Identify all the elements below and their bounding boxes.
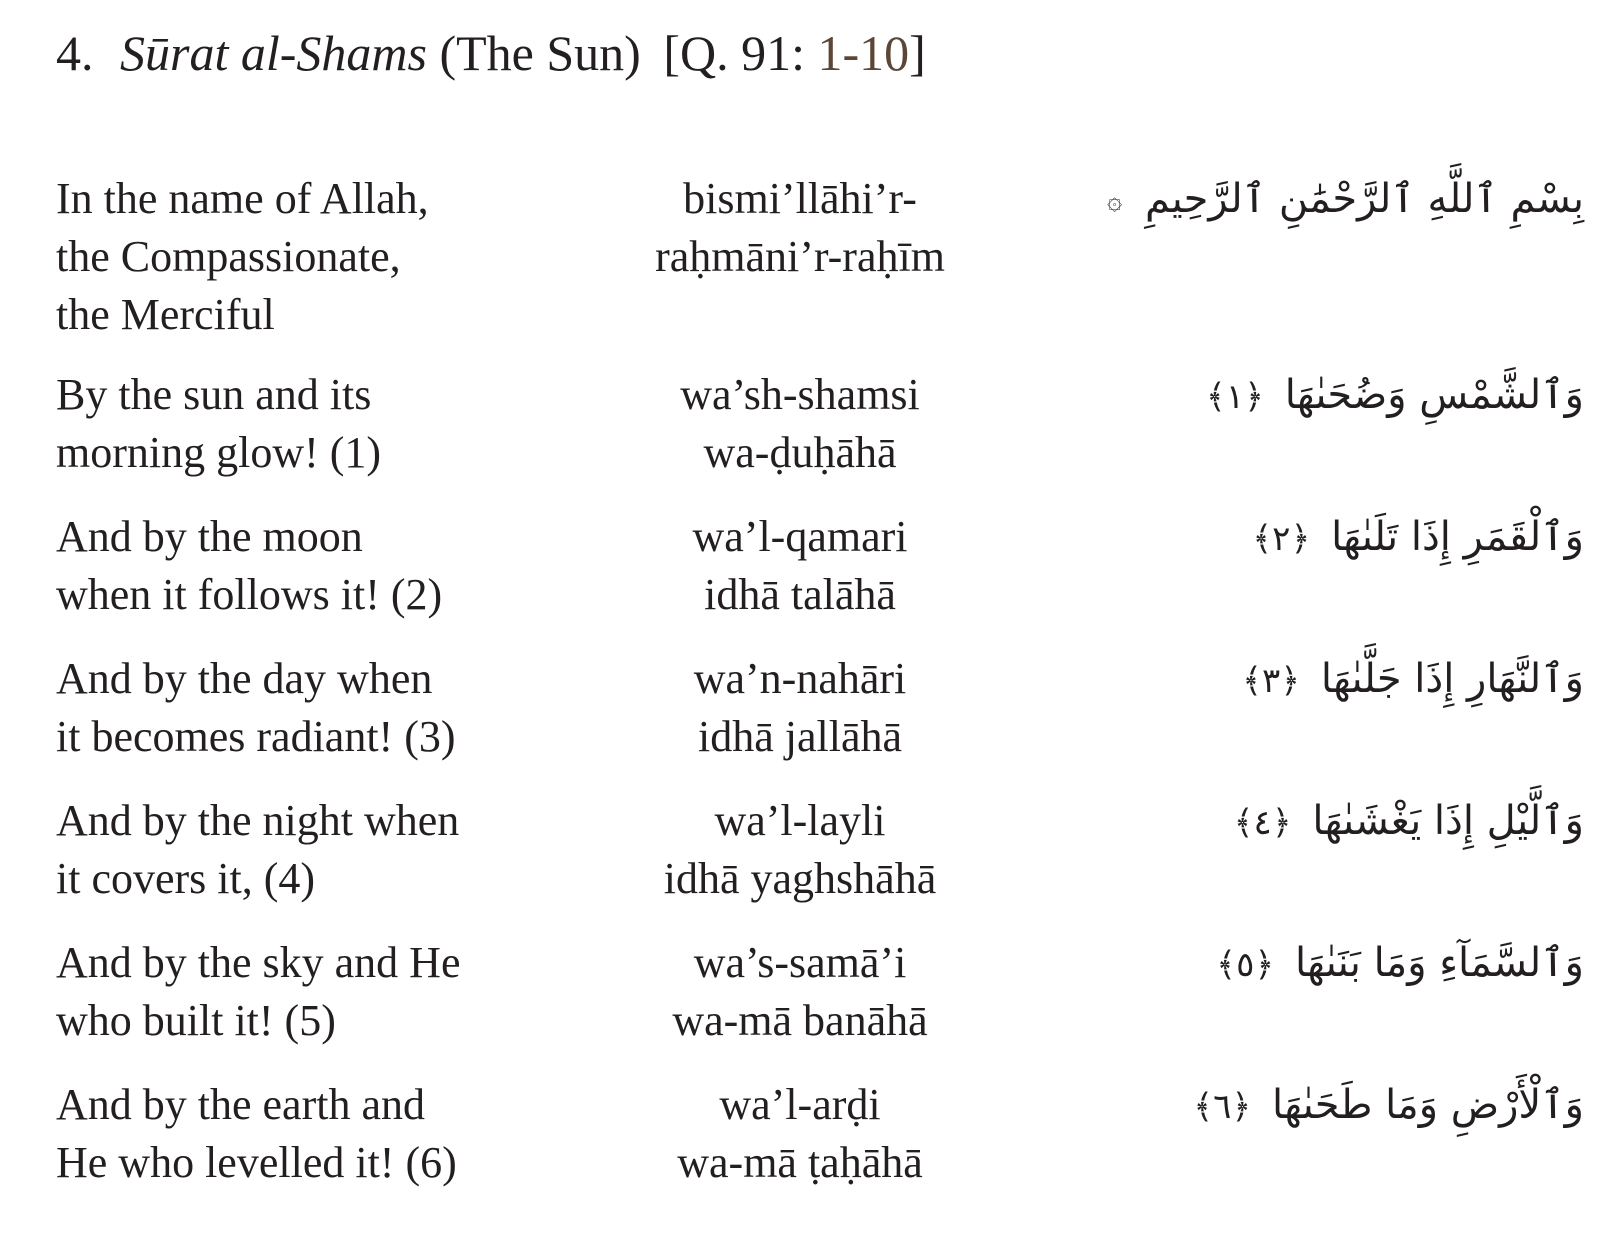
section-number: 4.: [56, 25, 94, 81]
arabic-text: [1144, 934, 1584, 994]
english-line: And by the moon: [56, 512, 363, 561]
english-translation: [56, 170, 616, 344]
sura-name: Sūrat al-Shams: [120, 25, 427, 81]
ayah-number-marker: ﴿٢﴾: [1252, 519, 1311, 559]
arabic-verse: وَٱلْأَرْضِ وَمَا طَحَىٰهَا: [1272, 1082, 1584, 1128]
english-line: who built it! (5): [56, 996, 336, 1045]
translit-line: idhā yaghshāhā: [663, 854, 937, 903]
reference-suffix: ]: [909, 25, 926, 81]
arabic-text: [1144, 792, 1584, 852]
english-translation: [56, 366, 616, 482]
ayah-number-marker: ﴿٥﴾: [1216, 945, 1275, 985]
arabic-verse: وَٱلشَّمْسِ وَضُحَىٰهَا: [1284, 372, 1584, 418]
english-line: By the sun and its: [56, 370, 372, 419]
english-line: In the name of Allah,: [56, 174, 429, 223]
arabic-text: [1144, 366, 1584, 426]
translit-line: wa-ḍuḥāhā: [703, 428, 897, 477]
english-translation: [56, 508, 616, 624]
arabic-verse: وَٱلنَّهَارِ إِذَا جَلَّىٰهَا: [1320, 656, 1584, 702]
arabic-verse: بِسْمِ ٱللَّهِ ٱلرَّحْمَٰنِ ٱلرَّحِيمِ: [1144, 176, 1584, 222]
english-line: And by the earth and: [56, 1080, 425, 1129]
english-line: it covers it, (4): [56, 854, 316, 903]
arabic-verse: وَٱلْقَمَرِ إِذَا تَلَىٰهَا: [1331, 514, 1584, 560]
translit-line: idhā talāhā: [704, 570, 896, 619]
transliteration: [580, 170, 1020, 286]
transliteration: [580, 366, 1020, 482]
english-translation: [56, 1076, 616, 1192]
translit-line: idhā jallāhā: [697, 712, 902, 761]
translit-line: wa’l-arḍi: [719, 1080, 881, 1129]
translit-line: wa’s-samā’i: [693, 938, 907, 987]
english-translation: [56, 650, 616, 766]
english-translation: [56, 792, 616, 908]
translit-line: wa’sh-shamsi: [680, 370, 920, 419]
english-line: it becomes radiant! (3): [56, 712, 456, 761]
english-translation: [56, 934, 616, 1050]
english-line: He who levelled it! (6): [56, 1138, 457, 1187]
english-line: when it follows it! (2): [56, 570, 443, 619]
translit-line: wa-mā ṭaḥāhā: [677, 1138, 923, 1187]
reference-prefix: [Q. 91:: [663, 25, 805, 81]
translit-line: raḥmāni’r-raḥīm: [655, 232, 945, 281]
english-line: And by the night when: [56, 796, 460, 845]
english-line: morning glow! (1): [56, 428, 382, 477]
translit-line: wa’l-qamari: [692, 512, 908, 561]
ayah-number-marker: ﴿١﴾: [1205, 377, 1265, 417]
transliteration: [580, 934, 1020, 1050]
arabic-text: [1107, 170, 1584, 230]
transliteration: [580, 792, 1020, 908]
ayah-number-marker: ﴿٣﴾: [1242, 661, 1301, 701]
transliteration: [580, 650, 1020, 766]
translit-line: wa-mā banāhā: [672, 996, 928, 1045]
arabic-text: [1144, 650, 1584, 710]
reference-range: 1-10: [817, 25, 910, 81]
ayah-number-marker: ﴿٤﴾: [1233, 803, 1292, 843]
arabic-verse: وَٱلَّيْلِ إِذَا يَغْشَىٰهَا: [1312, 798, 1584, 844]
transliteration: [580, 508, 1020, 624]
arabic-text: [1144, 508, 1584, 568]
english-line: the Merciful: [56, 290, 275, 339]
translit-line: wa’l-layli: [714, 796, 886, 845]
transliteration: [580, 1076, 1020, 1192]
english-line: And by the sky and He: [56, 938, 461, 987]
arabic-verse: وَٱلسَّمَآءِ وَمَا بَنَىٰهَا: [1294, 940, 1584, 986]
translit-line: wa’n-nahāri: [693, 654, 907, 703]
sura-english-name: (The Sun): [439, 25, 641, 81]
ayah-number-marker: ﴿٦﴾: [1193, 1087, 1252, 1127]
translit-line: bismi’llāhi’r-: [683, 174, 917, 223]
english-line: And by the day when: [56, 654, 433, 703]
arabic-text: [1144, 1076, 1584, 1136]
english-line: the Compassionate,: [56, 232, 401, 281]
ornament-icon: ۞: [1107, 186, 1123, 216]
